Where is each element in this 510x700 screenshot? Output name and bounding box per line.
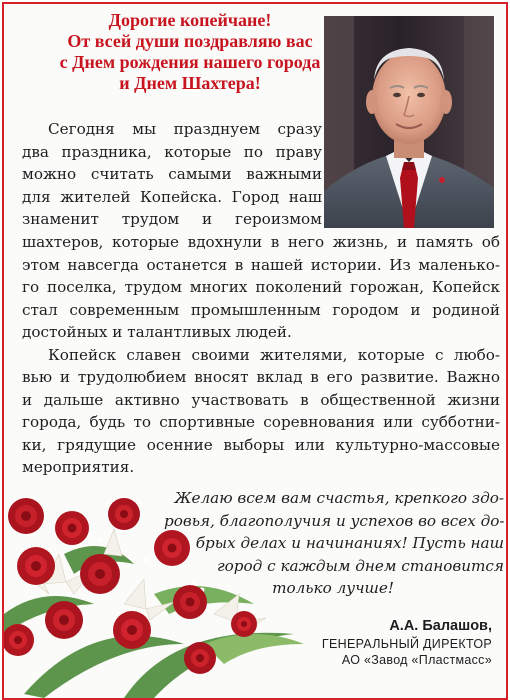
heading-line: с Днем рождения нашего города <box>59 52 321 72</box>
text-line: го поселка, трудом многих поколений горожан, Копейск <box>22 278 500 296</box>
text-line: ки, грядущие осенние выборы или культурно-массовые <box>22 435 500 454</box>
text-line: два праздника, которые по праву <box>22 142 322 161</box>
text-line: вью и трудолюбием вносят вклад в его развитие. Важно <box>22 368 500 386</box>
text-line: Сегодня мы празднуем сразу <box>48 120 322 138</box>
text-line: знаменит трудом и героизмом <box>22 210 322 228</box>
greeting-card <box>2 2 508 700</box>
wish-paragraph <box>164 487 504 600</box>
text-line: этом навсегда останется в нашей истории. Из маленько- <box>22 255 500 274</box>
portrait-illustration <box>324 16 494 228</box>
text-line: Желаю всем вам счастья, крепкого здо- <box>174 489 504 507</box>
signer-name: А.А. Балашов, <box>389 618 492 634</box>
signer-position: ГЕНЕРАЛЬНЫЙ ДИРЕКТОР <box>321 637 492 651</box>
director-portrait <box>324 16 494 228</box>
greeting-heading <box>56 10 324 94</box>
text-line: шахтеров, которые вдохнули в него жизнь, и память об <box>22 233 500 251</box>
text-line: брых делах и начинаниях! Пусть наш <box>195 534 504 552</box>
text-line: города, будь то спортивные соревнования или субботни- <box>22 413 500 431</box>
text-line: Копейск славен своими жителями, которые с любо- <box>48 345 500 364</box>
body-text <box>22 231 500 479</box>
paragraph-1-column <box>22 118 322 231</box>
heading-line: Дорогие копейчане! <box>108 10 272 30</box>
signer-company: АО «Завод «Пластмасс» <box>341 653 492 667</box>
signature-block <box>322 616 492 668</box>
text-line: только лучше! <box>272 579 394 597</box>
text-line: и дальше активно участвовать в общественной жизни <box>22 390 500 409</box>
text-line: город с каждым днем становится <box>216 556 504 575</box>
text-line: можно считать самыми важными <box>22 165 322 183</box>
text-line: стал современным промышленным городом и родиной <box>22 300 500 319</box>
heading-line: От всей души поздравляю вас <box>67 31 313 51</box>
text-line: мероприятия. <box>22 458 135 476</box>
text-line: ровья, благополучия и успехов во всех до- <box>164 511 505 530</box>
text-line: для жителей Копейска. Город наш <box>22 187 322 206</box>
text-line: достойных и талантливых людей. <box>22 323 292 341</box>
heading-line: и Днем Шахтера! <box>119 73 261 93</box>
